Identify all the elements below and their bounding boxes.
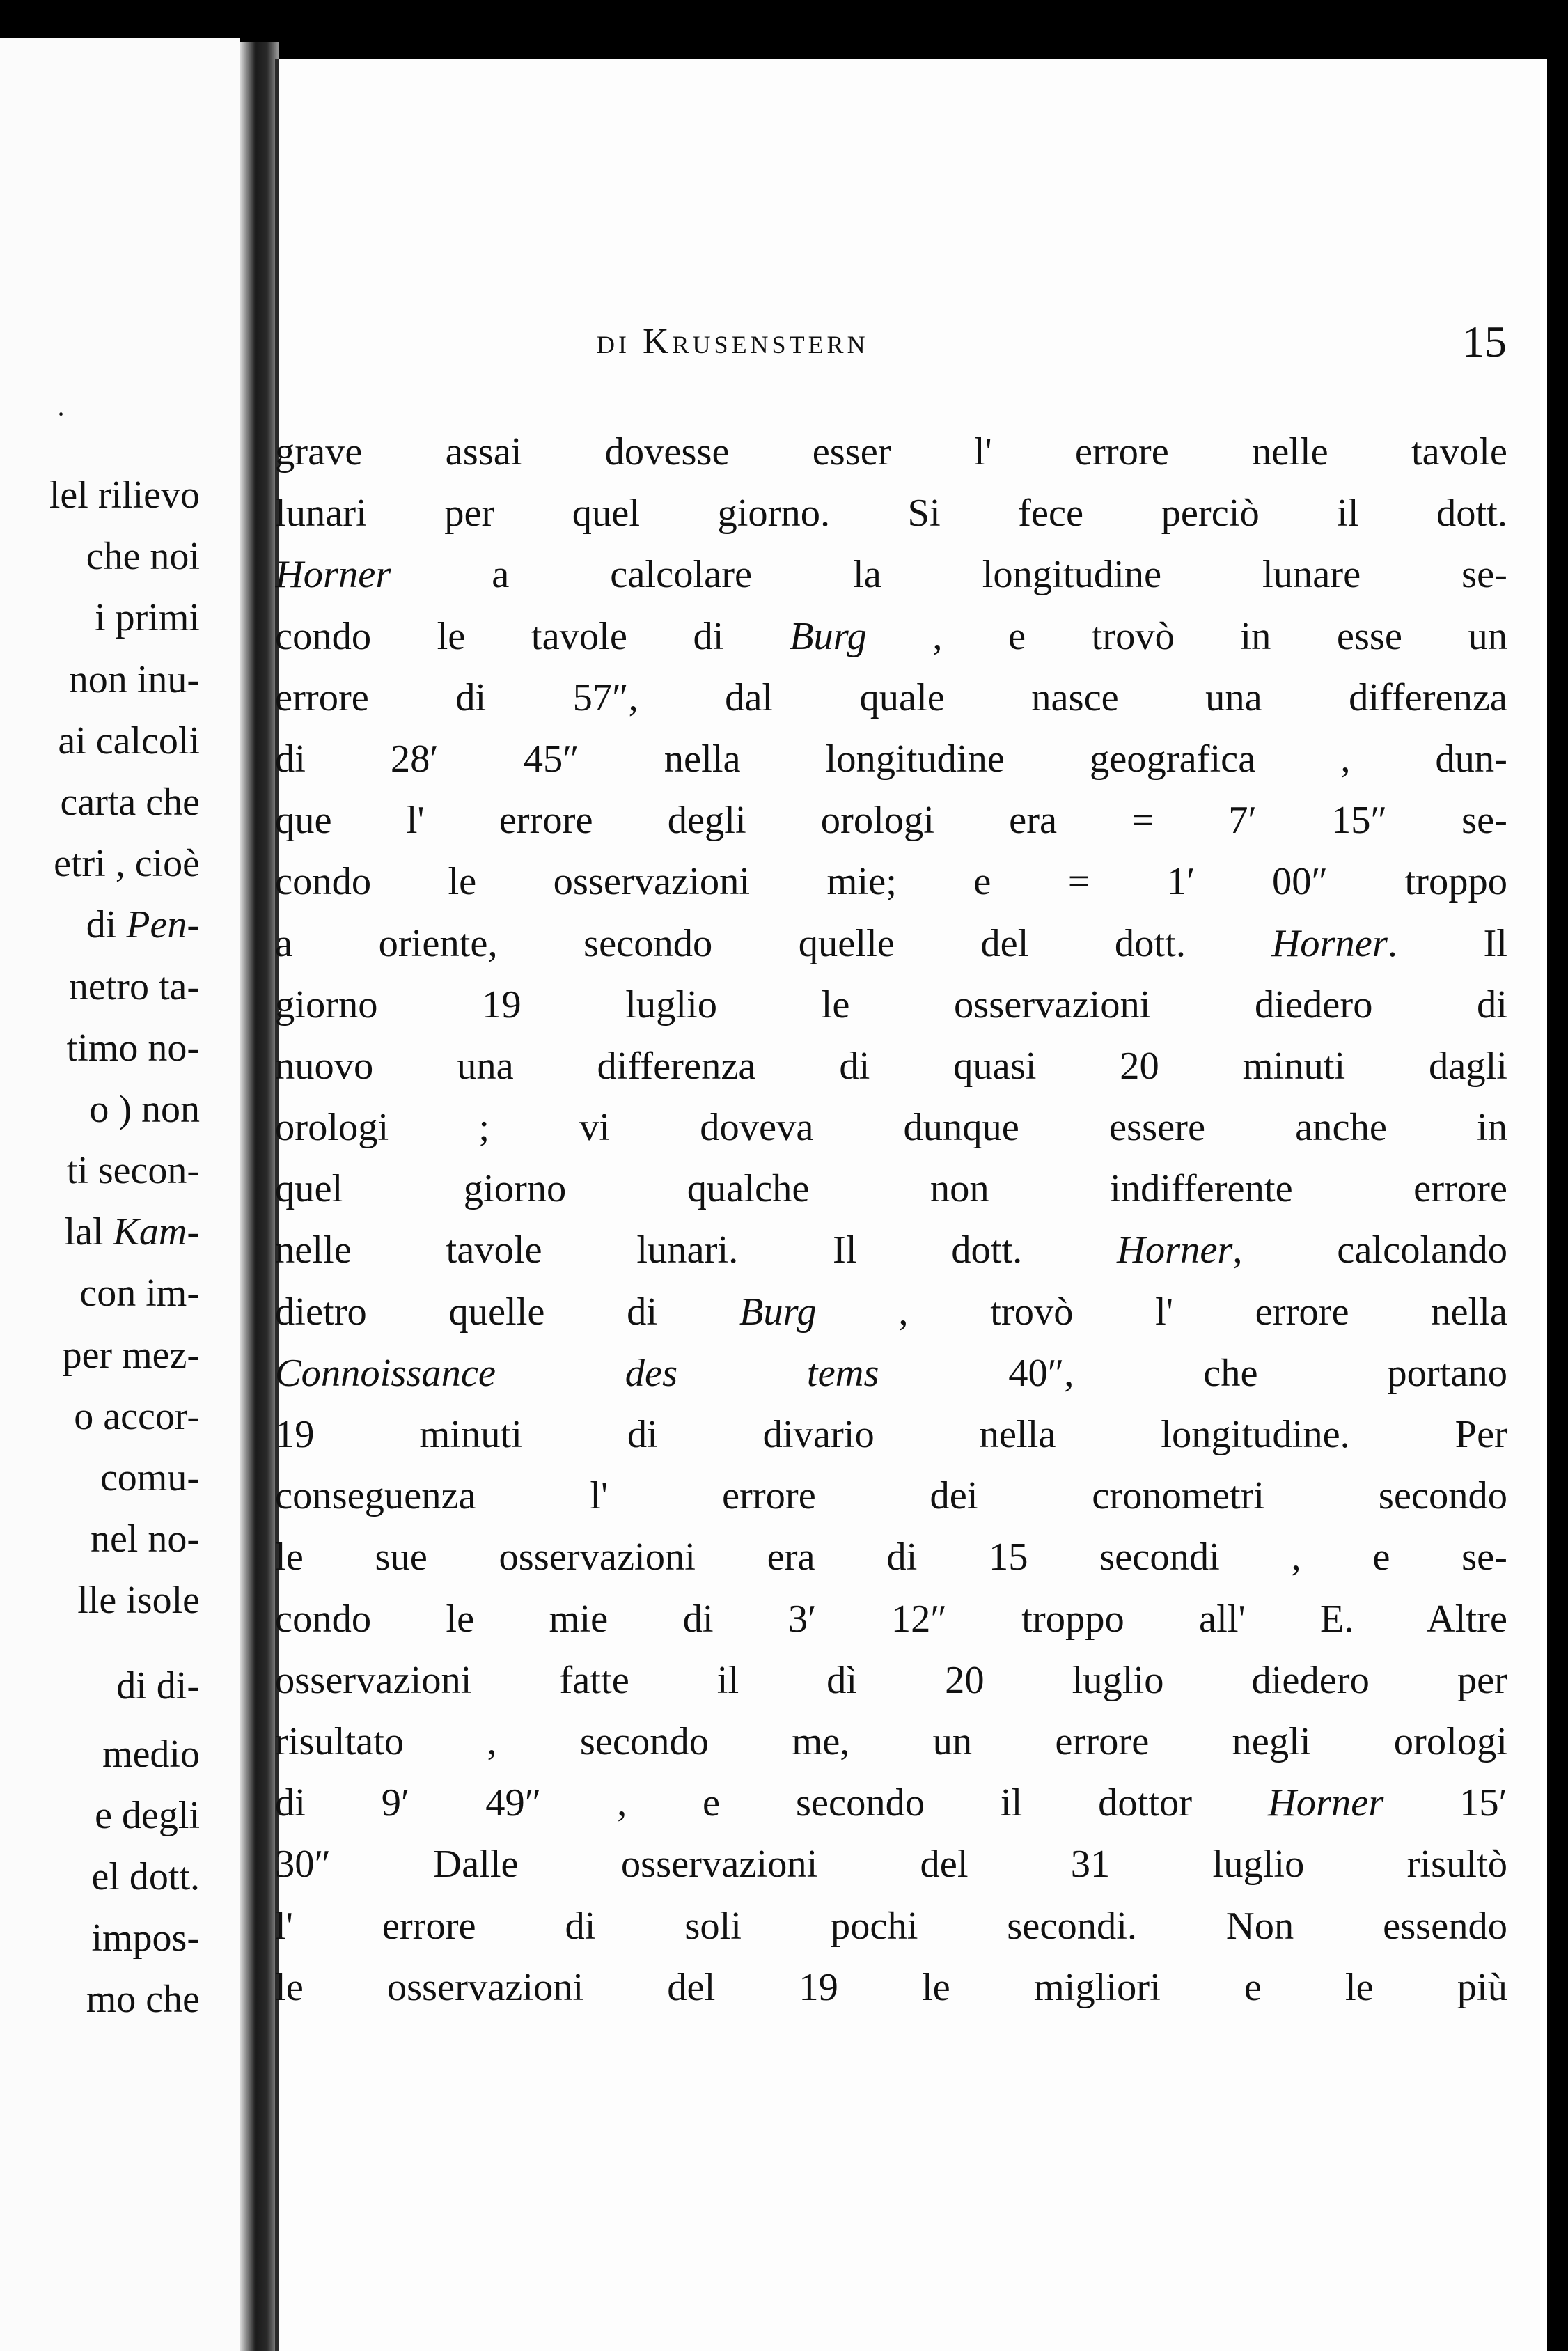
text-line: nel no- <box>90 1517 200 1561</box>
text-line: 30″ Dalle osservazioni del 31 luglio risultò <box>275 1843 1507 1887</box>
text-line: per mez- <box>62 1333 200 1377</box>
text-line: di di- <box>116 1664 200 1708</box>
text-line: a oriente, secondo quelle del dott. Horner. Il <box>275 921 1507 965</box>
text-line: i primi <box>95 596 200 640</box>
text-line: lunari per quel giorno. Si fece perciò il dott. <box>275 492 1507 536</box>
body-text <box>275 421 1507 2018</box>
book-gutter <box>240 42 279 2351</box>
text-line: condo le tavole di Burg , e trovò in esse un <box>275 614 1507 658</box>
text-line: conseguenza l' errore dei cronometri secondo <box>275 1474 1507 1518</box>
text-line: che noi <box>86 535 200 579</box>
text-line: que l' errore degli orologi era = 7′ 15″ se- <box>275 799 1507 843</box>
text-line: o accor- <box>74 1394 200 1438</box>
text-line: lle isole <box>77 1579 200 1623</box>
text-line: risultato , secondo me, un errore negli orologi <box>275 1719 1507 1763</box>
left-page-fragment <box>0 38 240 2351</box>
text-line: condo le mie di 3′ 12″ troppo all' E. Altre <box>275 1597 1507 1641</box>
running-title: di Krusenstern <box>597 322 869 361</box>
text-line: le sue osservazioni era di 15 secondi , e se- <box>275 1536 1507 1579</box>
text-line: di 28′ 45″ nella longitudine geografica , dun- <box>275 737 1507 781</box>
text-line: non inu- <box>68 657 200 701</box>
text-line: el dott. <box>91 1854 200 1898</box>
text-line: orologi ; vi doveva dunque essere anche in <box>275 1106 1507 1150</box>
text-line: condo le osservazioni mie; e = 1′ 00″ troppo <box>275 860 1507 904</box>
text-line: l' errore di soli pochi secondi. Non essendo <box>275 1904 1507 1948</box>
text-line: impos- <box>91 1916 200 1960</box>
text-line: timo no- <box>66 1026 200 1070</box>
text-line: osservazioni fatte il dì 20 luglio diedero per <box>275 1658 1507 1702</box>
text-line: Horner a calcolare la longitudine lunare se- <box>275 553 1507 597</box>
text-line: nuovo una differenza di quasi 20 minuti dagli <box>275 1044 1507 1088</box>
text-line: nelle tavole lunari. Il dott. Horner, calcolando <box>275 1228 1507 1272</box>
text-line: ai calcoli <box>58 719 200 763</box>
text-line: grave assai dovesse esser l' errore nelle tavole <box>275 430 1507 474</box>
text-line: lel rilievo <box>49 474 200 517</box>
text-line: di 9′ 49″ , e secondo il dottor Horner 15′ <box>275 1781 1508 1825</box>
text-line: le osservazioni del 19 le migliori e le più <box>275 1965 1507 2009</box>
left-page-lines <box>49 400 200 2031</box>
text-line: lal Kam- <box>64 1210 200 1254</box>
text-line: giorno 19 luglio le osservazioni diedero di <box>275 983 1507 1026</box>
text-line: e degli <box>95 1793 200 1837</box>
text-line: mo che <box>86 1978 200 2022</box>
text-line: medio <box>102 1732 200 1776</box>
text-line: etri , cioè <box>54 842 200 886</box>
text-line: errore di 57″, dal quale nasce una differenza <box>275 675 1507 719</box>
running-head <box>275 307 1547 377</box>
text-line: quel giorno qualche non indifferente errore <box>275 1167 1507 1211</box>
text-line: con im- <box>79 1272 200 1315</box>
text-line: carta che <box>60 780 200 824</box>
text-line: ti secon- <box>66 1149 200 1193</box>
text-line: di Pen- <box>86 903 200 947</box>
page-mark: · <box>56 398 66 430</box>
text-line: comu- <box>100 1456 200 1499</box>
text-line: dietro quelle di Burg , trovò l' errore nella <box>275 1290 1507 1334</box>
right-page <box>275 59 1547 2351</box>
page-number: 15 <box>1462 317 1507 366</box>
text-line: 19 minuti di divario nella longitudine. Per <box>275 1413 1507 1456</box>
text-line: o ) non <box>89 1087 200 1131</box>
text-line: Connoissance des tems 40″, che portano <box>275 1351 1507 1395</box>
text-line: netro ta- <box>68 964 200 1008</box>
